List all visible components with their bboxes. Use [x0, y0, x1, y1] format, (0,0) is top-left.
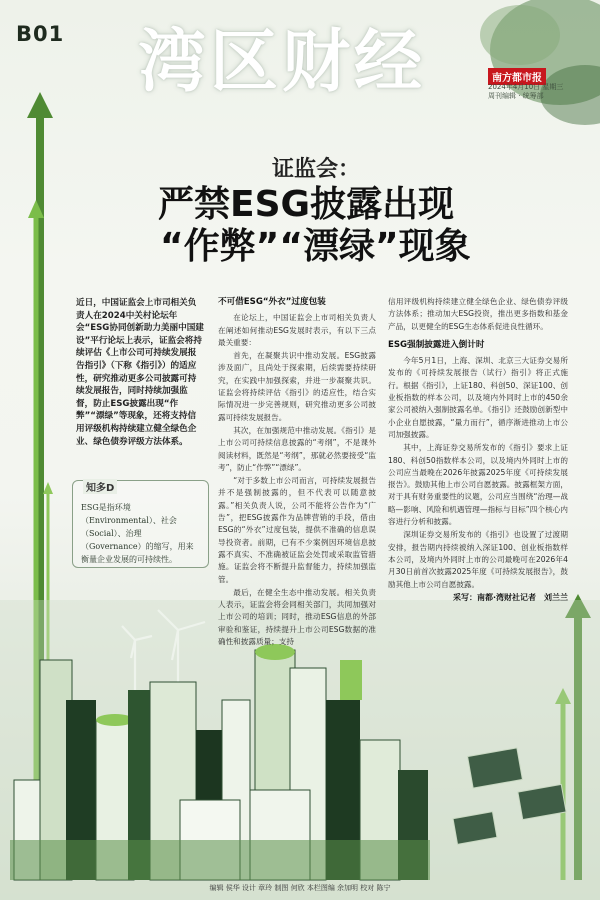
subhead-1: 不可借ESG“外衣”过度包装 — [218, 297, 326, 307]
newspaper-logo: 南方都市报 — [488, 68, 546, 85]
lead-paragraph: 近日，中国证监会上市司相关负责人在2024中关村论坛年会“ESG协同创新助力美丽中国建设”平行论坛上表示，证监会将持续评估《上市公司可持续发展报告指引》（下称《指引》）的适应性，研究推动更多公司披露可持续发展报告，同时持续加强监督，防止ESG披露出现“作弊”“漂绿”等现象，还将支持信用评级机构持续建立健全绿色企业、绿色债券评级方法体系。 — [76, 298, 204, 447]
knowledge-body: ESG是指环境（Environmental）、社会（Social）、治理（Governance）的缩写，用来衡量企业发展的可持续性。 — [81, 503, 194, 564]
knowledge-title: 知多D — [83, 479, 117, 494]
subhead-2: ESG强制披露进入倒计时 — [388, 339, 485, 350]
headline-line-1: 严禁ESG披露出现 — [158, 184, 455, 225]
paragraph: 首先，在凝聚共识中推动发展。ESG披露涉及面广，且尚处于探索期，后续需要持续研究，在实践中加强探索，并进一步凝聚共识。证监会将持续评估《指引》的适应性，结合实际情况进一步完善规则，研究推动更多公司披露可持续发展报告。 — [218, 351, 376, 422]
article-column-2 — [218, 296, 376, 649]
paragraph: 最后，在健全生态中推动发展。相关负责人表示，证监会将会同相关部门，共同加强对上市公司的培训；同时，推动ESG信息的外部审验和鉴证，持续提升上市公司ESG数据的准确性和披露质量；支持 — [218, 587, 376, 647]
paragraph: 在论坛上，中国证监会上市司相关负责人在阐述如何推动ESG发展时表示，有以下三点最关重要： — [218, 313, 376, 347]
headline-line-2: “作弊”“漂绿”现象 — [160, 226, 471, 267]
paragraph: “对于多数上市公司而言，可持续发展报告并不是强制披露的，但不代表可以随意披露。”相关负责人说，公司不能将公告作为“广告”，把ESG披露作为品牌营销的手段，借由ESG的“外衣”过度包装，提供不准确的信息误导投资者。前期，已有不少案例因环境信息披露不真实、不准确被证监会处罚或采取监管措施。证监会将不断提升监督能力，持续加强监管。 — [218, 476, 376, 584]
byline: 采写：南都·湾财社记者 刘兰兰 — [452, 592, 568, 602]
edition-label: 周刊编辑 · 统筹部 — [488, 92, 544, 100]
article-column-3 — [388, 296, 568, 604]
paragraph: 今年5月1日，上海、深圳、北京三大证券交易所发布的《可持续发展报告（试行）指引》将正式施行。根据《指引》，上证180、科创50、深证100、创业板指数的样本公司，以及境内外同时上市的450余家公司被纳入强制披露名单。《指引》还鼓励创新型中小企业自愿披露，“量力而行”，循序渐进推动上市公司加强披露。 — [388, 356, 568, 439]
issue-date: 2024年4月10日 星期三 — [488, 83, 564, 91]
page-credits: 编辑 侯华 设计 章玲 制图 何欣 本栏图编 余加明 校对 陈宁 — [209, 884, 391, 892]
paragraph: 其中，上海证券交易所发布的《指引》要求上证180、科创50指数样本公司，以及境内外同时上市的公司应当最晚在2026年披露2025年度《可持续发展报告》。鼓励其他上市公司自愿披露。披露框架方面，对于具有财务重要性的议题，公司应当围绕“治理—战略—影响、风险和机遇管理—指标与目标”四个核心内容进行分析和披露。 — [388, 443, 568, 527]
headline-kicker: 证监会： — [272, 157, 361, 182]
paragraph: 信用评级机构持续建立健全绿色企业、绿色债券评级方法体系；推动加大ESG投资，推出更多指数和基金产品，以更健全的ESG生态体系促进良性循环。 — [388, 297, 568, 331]
section-code: B01 — [16, 22, 65, 46]
hillside-image — [480, 0, 600, 125]
paragraph: 深圳证券交易所发布的《指引》也设置了过渡期安排，报告期内持续被纳入深证100、创业板指数样本公司，及境内外同时上市的公司最晚可在2026年4月30日前首次披露2025年度《可持续发展报告》，鼓励其他上市公司自愿披露。 — [388, 530, 568, 589]
paragraph: 其次，在加强规范中推动发展。《指引》是上市公司可持续信息披露的“考纲”，不是课外阅读材料，既然是“考纲”，那就必然要接受“监考”，防止“作弊”“漂绿”。 — [218, 425, 376, 472]
masthead-title: 湾区财经 — [138, 23, 427, 102]
knowledge-box — [72, 480, 209, 568]
